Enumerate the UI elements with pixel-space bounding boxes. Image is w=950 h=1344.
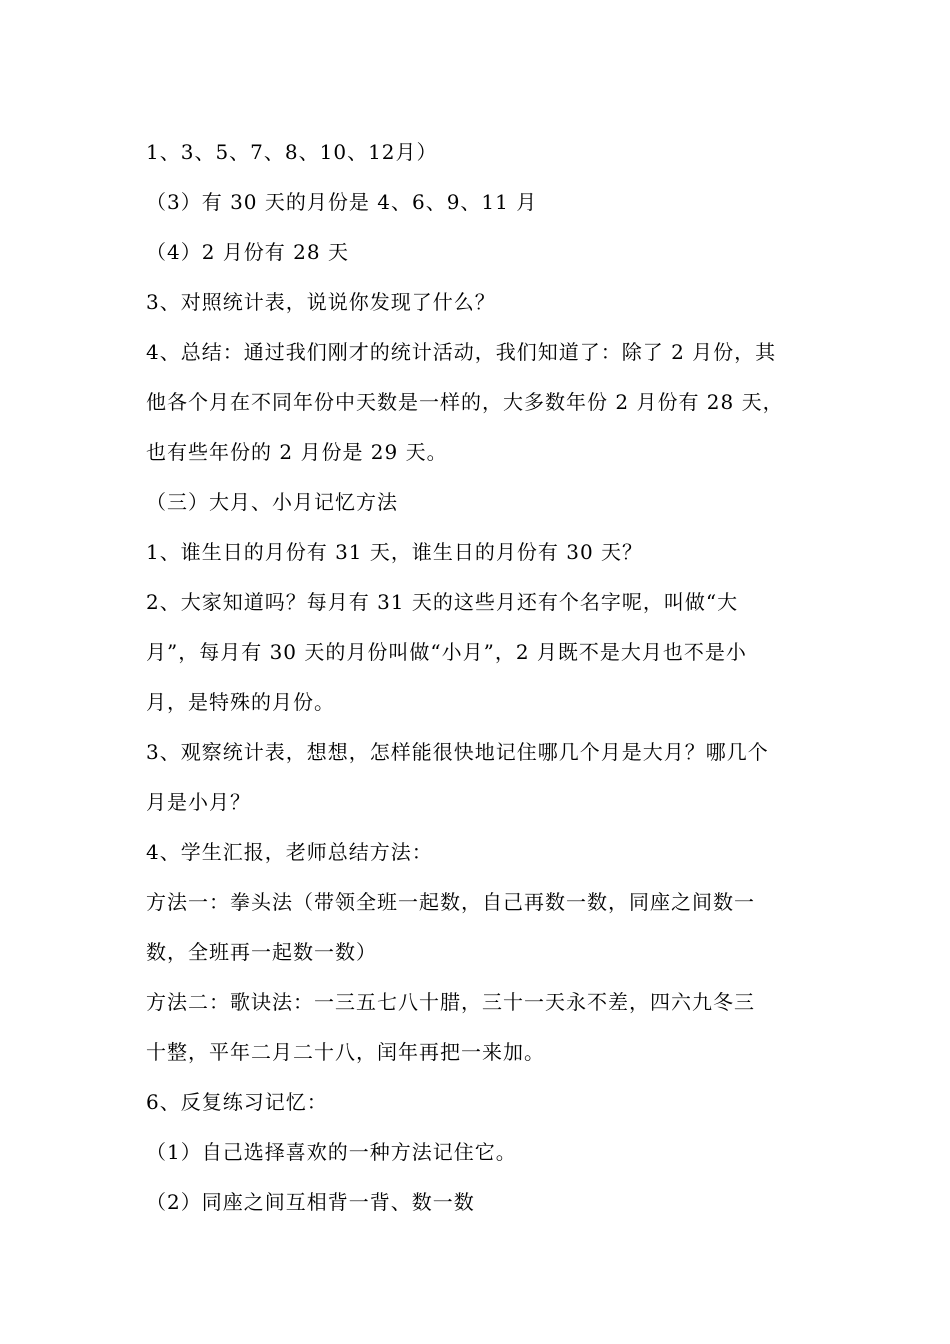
text-line: 1、3、5、7、8、10、12月） bbox=[146, 140, 438, 164]
text-line: 十整，平年二月二十八，闰年再把一来加。 bbox=[146, 1040, 545, 1064]
text-line: 2、大家知道吗？每月有 31 天的这些月还有个名字呢，叫做“大 bbox=[146, 590, 739, 614]
text-line: 4、总结：通过我们刚才的统计活动，我们知道了：除了 2 月份，其 bbox=[146, 340, 777, 364]
text-line: （2）同座之间互相背一背、数一数 bbox=[146, 1190, 475, 1214]
text-line: 方法一：拳头法（带领全班一起数，自己再数一数，同座之间数一 bbox=[146, 890, 755, 914]
text-line: 6、反复练习记忆： bbox=[146, 1090, 328, 1114]
text-line: 他各个月在不同年份中天数是一样的，大多数年份 2 月份有 28 天， bbox=[146, 390, 784, 414]
document-body bbox=[146, 127, 811, 1227]
text-line: 方法二：歌诀法：一三五七八十腊，三十一天永不差，四六九冬三 bbox=[146, 990, 755, 1014]
text-line: 数，全班再一起数一数） bbox=[146, 940, 377, 964]
text-line: （4）2 月份有 28 天 bbox=[146, 240, 349, 264]
text-line: 3、对照统计表，说说你发现了什么？ bbox=[146, 290, 496, 314]
section-heading: （三）大月、小月记忆方法 bbox=[146, 490, 398, 514]
text-line: （1）自己选择喜欢的一种方法记住它。 bbox=[146, 1140, 517, 1164]
text-line: 也有些年份的 2 月份是 29 天。 bbox=[146, 440, 448, 464]
text-line: 1、谁生日的月份有 31 天，谁生日的月份有 30 天？ bbox=[146, 540, 644, 564]
text-line: 月”，每月有 30 天的月份叫做“小月”，2 月既不是大月也不是小 bbox=[146, 640, 747, 664]
text-line: （3）有 30 天的月份是 4、6、9、11 月 bbox=[146, 190, 538, 214]
text-line: 4、学生汇报，老师总结方法： bbox=[146, 840, 433, 864]
text-line: 月是小月？ bbox=[146, 790, 251, 814]
text-line: 月，是特殊的月份。 bbox=[146, 690, 335, 714]
text-line: 3、观察统计表，想想，怎样能很快地记住哪几个月是大月？哪几个 bbox=[146, 740, 769, 764]
